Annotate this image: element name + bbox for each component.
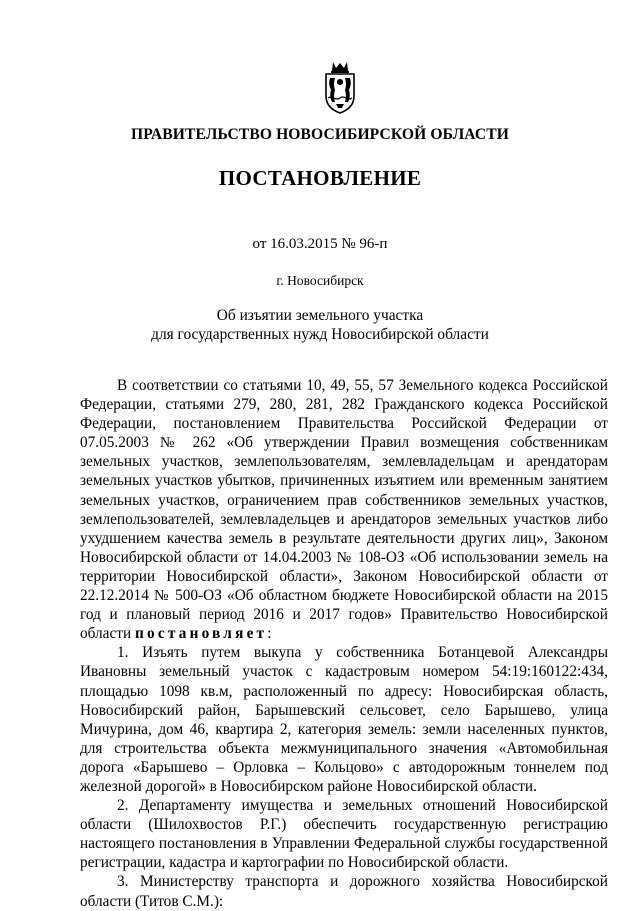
government-name: ПРАВИТЕЛЬСТВО НОВОСИБИРСКОЙ ОБЛАСТИ — [131, 126, 509, 143]
subject-line-2: для государственных нужд Новосибирской области — [151, 326, 489, 343]
document-type: ПОСТАНОВЛЕНИЕ — [218, 166, 422, 190]
decree-colon: : — [267, 625, 272, 643]
city: г. Новосибирск — [276, 273, 364, 288]
preamble-text: В соответствии со статьями 10, 49, 55, 57 Земельного кодекса Российской Федерации, статьями 279, 280, 281, 282 Гражданского кодекса Российской Федерации, постановлением Правительства Российской Федерации от 07.05.2003 № 262 «Об утверждении Правил возмещения собственникам земельных участков, землепользователям, землевладельцам и арендаторам земельных участков убытков, причиненных изъятием или временным занятием земельных участков, ограничением прав собственников земельных участков, землепользователей, землевладельцев и арендаторов земельных участков либо ухудшением качества земель в результате деятельности других лиц», Законом Новосибирской области от 14.04.2003 № 108-ОЗ «Об использовании земель на территории Новосибирской области», Законом Новосибирской области от 22.12.2014 № 500-ОЗ «Об областном бюджете Новосибирской области на 2015 год и плановый период 2016 и 2017 годов» Правительство Новосибирской области — [80, 377, 608, 643]
item-3-paragraph: 3. Министерству транспорта и дорожного хозяйства Новосибирской области (Титов С.М.): — [80, 873, 608, 910]
preamble-paragraph — [80, 376, 608, 643]
document-subject — [0, 306, 640, 344]
item-2-paragraph: 2. Департаменту имущества и земельных отношений Новосибирской области (Шилохвостов Р.Г.) обеспечить государственную регистрацию настоящего постановления в Управлении Федеральной службы государственной регистрации, кадастра и картографии по Новосибирской области. — [80, 797, 608, 872]
subject-line-1: Об изъятии земельного участка — [216, 307, 424, 324]
coat-of-arms-icon — [319, 60, 361, 114]
date-number: от 16.03.2015 № 96-п — [252, 236, 388, 252]
document-body — [80, 376, 608, 911]
item-1-paragraph: 1. Изъять путем выкупа у собственника Ботанцевой Александры Ивановны земельный участок с кадастровым номером 54:19:160122:434, площадью 1098 кв.м, расположенный по адресу: Новосибирская область, Новосибирский район, Барышевский сельсовет, село Барышево, улица Мичурина, дом 46, квартира 2, категория земель: земли населенных пунктов, для строительства объекта межмуниципального значения «Автомобильная дорога «Барышево – Орловка – Кольцово» с автодорожным тоннелем под железной дорогой» в Новосибирском районе Новосибирской области. — [80, 644, 608, 795]
decree-word: постановляет — [134, 625, 268, 643]
